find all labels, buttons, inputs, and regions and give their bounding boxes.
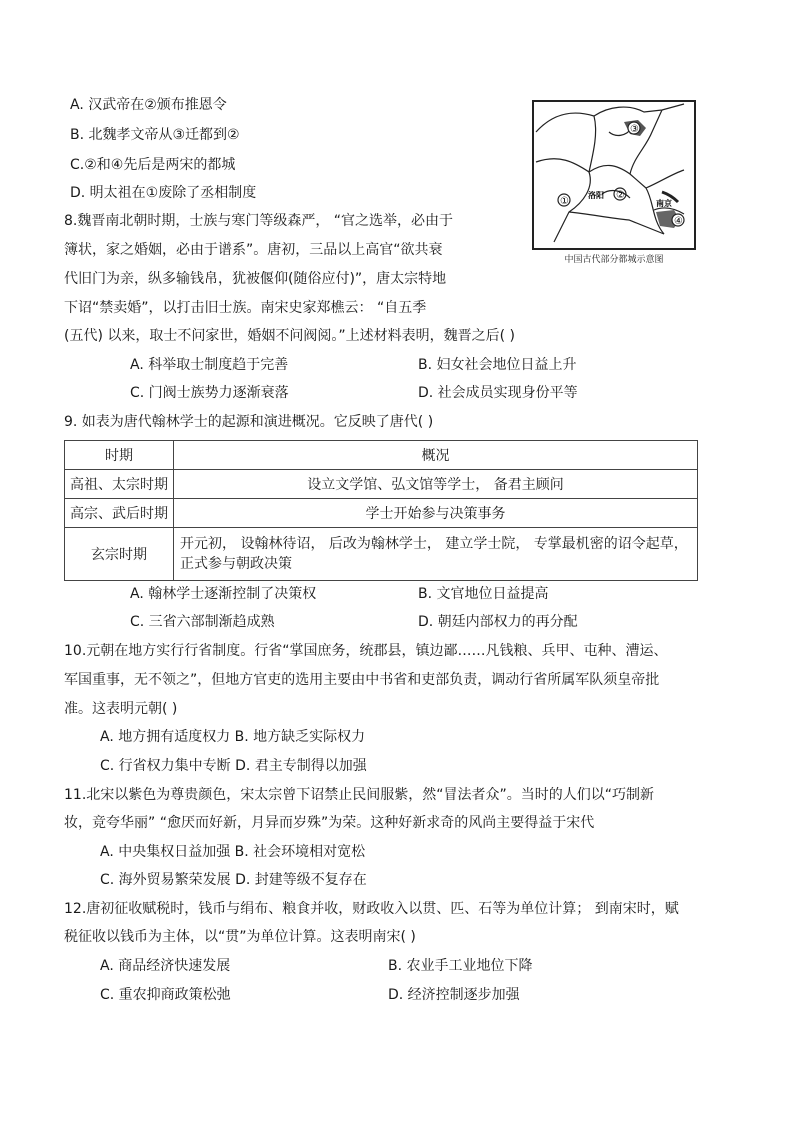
map-label-3: ③ <box>630 124 639 135</box>
table-header-period: 时期 <box>65 441 174 470</box>
table-row <box>65 528 698 581</box>
q8-line-3: 代旧门为亲，纵多输钱帛，犹被偃仰(随俗应付)”，唐太宗特地 <box>64 271 447 287</box>
q12-line-1: 12.唐初征收赋税时，钱币与绢布、粮食并收，财政收入以贯、匹、石等为单位计算； 到南宋时，赋 <box>64 901 679 917</box>
q7-option-a: A. 汉武帝在②颁布推恩令 <box>70 97 227 113</box>
q8-option-b: B. 妇女社会地位日益上升 <box>418 357 577 373</box>
q10-line-2: 军国重事，无不领之”，但地方官吏的选用主要由中书省和吏部负责，调动行省所属军队须皇帝批 <box>64 672 660 688</box>
q8-line-2: 簿状，家之婚姻，必由于谱系”。唐初，三品以上高官“欲共衰 <box>64 242 443 258</box>
table-row <box>65 470 698 499</box>
q10-line-1: 10.元朝在地方实行行省制度。行省“掌国庶务，统郡县，镇边鄙……凡钱粮、兵甲、屯种、漕运、 <box>64 643 668 659</box>
q12-option-b: B. 农业手工业地位下降 <box>388 958 533 974</box>
q9-option-b: B. 文官地位日益提高 <box>418 586 549 602</box>
q11-options-cd: C. 海外贸易繁荣发展 D. 封建等级不复存在 <box>100 872 367 888</box>
q12-line-2: 税征收以钱币为主体，以“贯”为单位计算。这表明南宋( ) <box>64 929 416 945</box>
table-cell-desc: 开元初， 设翰林待诏， 后改为翰林学士， 建立学士院， 专掌最机密的诏令起草， 正式参与朝政决策 <box>174 528 698 581</box>
table-row <box>65 499 698 528</box>
map-label-nanjing: 南京 <box>656 199 672 208</box>
q11-line-1: 11.北宋以紫色为尊贵颜色，宋太宗曾下诏禁止民间服紫，然“冒法者众”。当时的人们以“巧制新 <box>64 787 655 803</box>
q9-table <box>64 440 698 581</box>
map-label-1: ① <box>560 196 569 207</box>
q9-option-c: C. 三省六部制渐趋成熟 <box>130 614 275 630</box>
q7-option-d: D. 明太祖在①废除了丞相制度 <box>70 185 257 201</box>
table-cell-period: 高宗、武后时期 <box>65 499 174 528</box>
table-cell-desc: 设立文学馆、弘文馆等学士， 备君主顾问 <box>174 470 698 499</box>
table-header-row <box>65 441 698 470</box>
q10-options-cd: C. 行省权力集中专断 D. 君主专制得以加强 <box>100 758 367 774</box>
q12-option-c: C. 重农抑商政策松弛 <box>100 987 231 1003</box>
q8-option-a: A. 科举取士制度趋于完善 <box>130 357 289 373</box>
q11-options-ab: A. 中央集权日益加强 B. 社会环境相对宽松 <box>100 844 366 860</box>
q9-stem: 9. 如表为唐代翰林学士的起源和演进概况。它反映了唐代( ) <box>64 414 434 430</box>
q7-option-c: C.②和④先后是两宋的都城 <box>70 157 236 173</box>
q11-line-2: 妆，竞夸华丽” “愈厌而好新，月异而岁殊”为荣。这种好新求奇的风尚主要得益于宋代 <box>64 815 595 831</box>
map-label-luoyang: 洛阳 <box>588 191 604 200</box>
table-cell-desc: 学士开始参与决策事务 <box>174 499 698 528</box>
map-drawing <box>534 102 694 248</box>
q10-options-ab: A. 地方拥有适度权力 B. 地方缺乏实际权力 <box>100 729 366 745</box>
q9-option-a: A. 翰林学士逐渐控制了决策权 <box>130 586 317 602</box>
table-cell-period: 玄宗时期 <box>65 528 174 581</box>
q8-line-5: (五代) 以来，取士不问家世，婚姻不问阀阅。”上述材料表明，魏晋之后( ) <box>64 328 515 344</box>
ancient-capitals-map <box>532 100 696 250</box>
q8-option-c: C. 门阀士族势力逐渐衰落 <box>130 385 289 401</box>
map-caption: 中国古代部分都城示意图 <box>564 255 664 265</box>
q7-option-b: B. 北魏孝文帝从③迁都到② <box>70 127 240 143</box>
map-label-4: ④ <box>674 216 683 227</box>
table-header-overview: 概况 <box>174 441 698 470</box>
q8-line-4: 下诏“禁卖婚”，以打击旧士族。南宋史家郑樵云： “自五季 <box>64 300 427 316</box>
table-cell-period: 高祖、太宗时期 <box>65 470 174 499</box>
q8-line-1: 8.魏晋南北朝时期，士族与寒门等级森严， “官之选举，必由于 <box>64 213 454 229</box>
q12-option-d: D. 经济控制逐步加强 <box>388 987 520 1003</box>
q9-option-d: D. 朝廷内部权力的再分配 <box>418 614 578 630</box>
q12-option-a: A. 商品经济快速发展 <box>100 958 231 974</box>
q10-line-3: 准。这表明元朝( ) <box>64 701 178 717</box>
map-label-2: ② <box>616 190 625 201</box>
q8-option-d: D. 社会成员实现身份平等 <box>418 385 578 401</box>
